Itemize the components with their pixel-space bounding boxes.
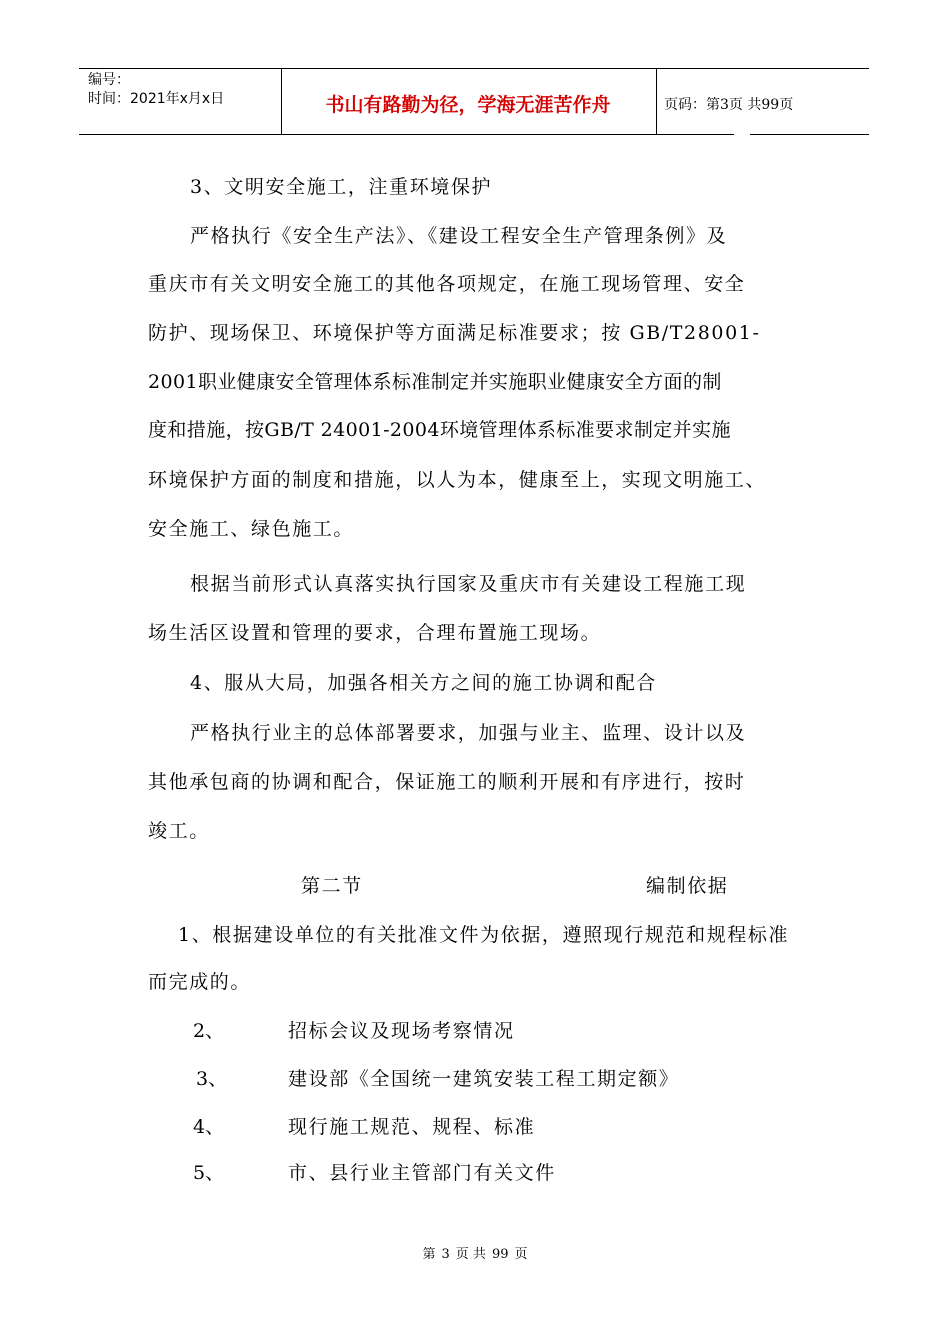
header-page-counter: [664, 94, 793, 114]
basis-line: 而完成的。: [148, 971, 252, 993]
para2-line: 根据当前形式认真落实执行国家及重庆市有关建设工程施工现: [190, 573, 747, 595]
para1-line: 2001职业健康安全管理体系标准制定并实施职业健康安全方面的制: [148, 371, 722, 393]
page-footer: [0, 1247, 950, 1263]
page-suffix: 页: [779, 97, 794, 113]
heading-4: 4、服从大局，加强各相关方之间的施工协调和配合: [190, 672, 657, 694]
header-bottom-rule-right: [750, 134, 869, 135]
para2-line: 场生活区设置和管理的要求，合理布置施工现场。: [148, 622, 602, 644]
header-motto: 书山有路勤为径，学海无涯苦作舟: [325, 94, 611, 116]
list-item-number: 5、: [193, 1162, 225, 1184]
page-total: 99: [761, 97, 780, 113]
footer-current: 3: [441, 1247, 450, 1262]
list-item-number: 3、: [196, 1068, 228, 1090]
list-item-number: 4、: [193, 1116, 225, 1138]
list-item-text: 市、县行业主管部门有关文件: [288, 1162, 556, 1184]
heading-3: 3、文明安全施工，注重环境保护: [190, 176, 493, 198]
para3-line: 严格执行业主的总体部署要求，加强与业主、监理、设计以及: [190, 722, 747, 744]
basis-line: 1、根据建设单位的有关批准文件为依据，遵照现行规范和规程标准: [178, 924, 790, 946]
list-item-text: 招标会议及现场考察情况: [288, 1020, 515, 1042]
list-item-text: 现行施工规范、规程、标准: [288, 1116, 536, 1138]
page-current: 3: [720, 97, 729, 113]
header-divider-right: [656, 68, 657, 134]
page-prefix: 页码：第: [664, 97, 720, 113]
para1-line: 严格执行《安全生产法》、《建设工程安全生产管理条例》及: [190, 225, 728, 247]
para1-line: 环境保护方面的制度和措施，以人为本，健康至上，实现文明施工、: [148, 469, 767, 491]
footer-suffix: 页: [514, 1247, 528, 1262]
header-top-rule: [79, 68, 869, 69]
document-number: 编号：: [88, 72, 130, 88]
para1-line: 安全施工、绿色施工。: [148, 518, 355, 540]
para1-line: 度和措施，按GB/T 24001-2004环境管理体系标准要求制定并实施: [148, 419, 731, 441]
document-date: 时间：2021年x月x日: [88, 91, 225, 107]
section-number: 第二节: [301, 875, 363, 897]
list-item-text: 建设部《全国统一建筑安装工程工期定额》: [288, 1068, 680, 1090]
section-title: 编制依据: [646, 875, 729, 897]
page-mid: 页 共: [728, 97, 762, 113]
list-item-number: 2、: [193, 1020, 225, 1042]
header-bottom-rule: [79, 134, 656, 135]
para1-line: 重庆市有关文明安全施工的其他各项规定，在施工现场管理、安全: [148, 273, 746, 295]
para1-line: 防护、现场保卫、环境保护等方面满足标准要求；按 GB/T28001-: [148, 322, 761, 344]
para3-line: 竣工。: [148, 820, 210, 842]
header-meta: [88, 71, 278, 109]
header-bottom-rule-mid: [656, 134, 734, 135]
footer-mid: 页 共: [455, 1247, 486, 1262]
para3-line: 其他承包商的协调和配合，保证施工的顺利开展和有序进行，按时: [148, 771, 746, 793]
footer-total: 99: [491, 1247, 509, 1262]
footer-prefix: 第: [422, 1247, 436, 1262]
